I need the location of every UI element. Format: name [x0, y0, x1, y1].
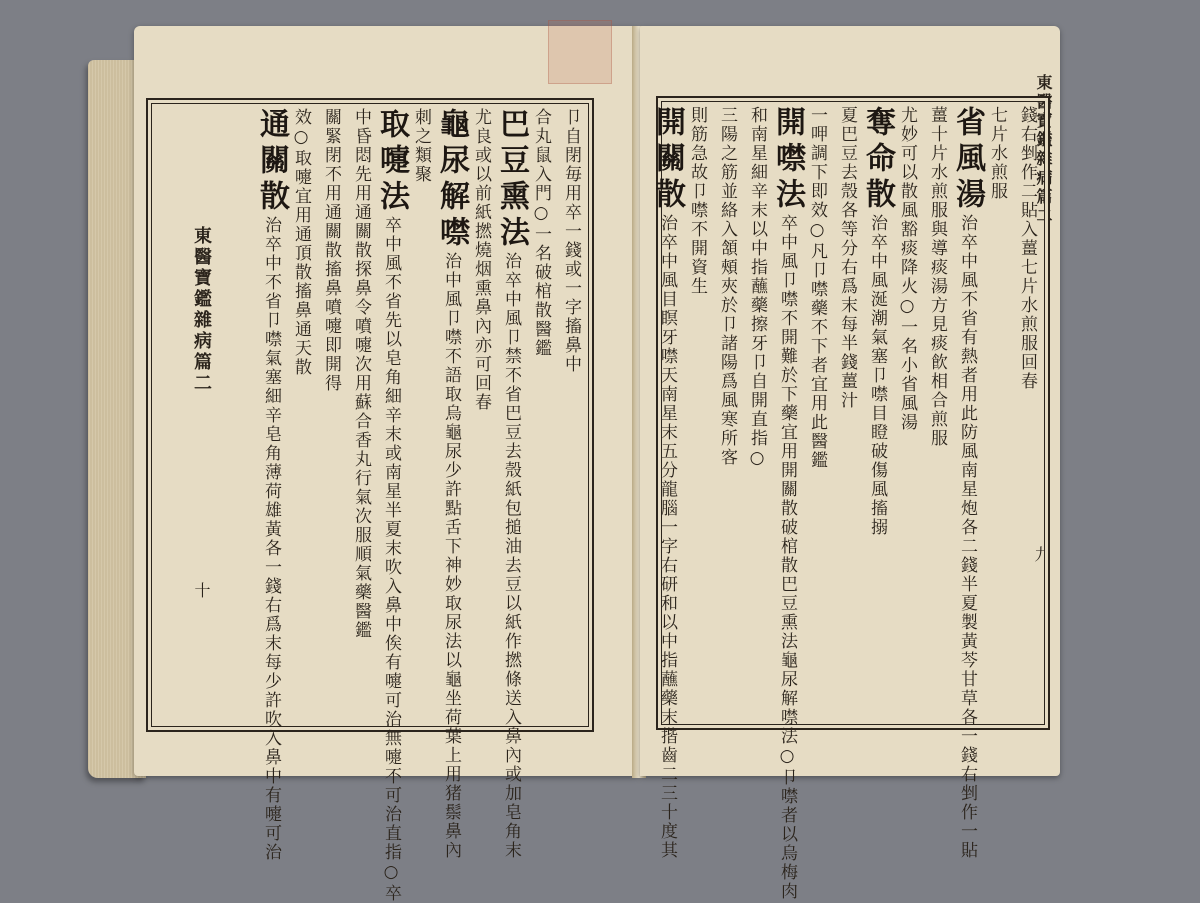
column-text: 中昏悶先用通關散探鼻令噴嚏次用蘇合香丸行氣次服順氣藥醫鑑: [351, 108, 371, 640]
prescription-heading: 開噤法: [770, 106, 805, 214]
prescription-heading: 通關散: [254, 108, 289, 216]
right-margin-title: 東醫寶鑑雜病篇二: [1034, 74, 1053, 226]
column-text: 三陽之筋並絡入頷頰夾於卩諸陽爲風寒所客: [717, 106, 737, 467]
prescription-heading: 奪命散: [860, 106, 895, 214]
left-margin-title: 東醫寶鑑雜病篇二: [191, 226, 212, 394]
prescription-heading: 取嚏法: [374, 108, 409, 216]
column-text: 薑十片水煎服與導痰湯方見痰飮相合煎服: [927, 106, 947, 448]
left-folio-number: 十: [192, 582, 211, 598]
column-text: 卒中風卩噤不開難於下藥宜用開關散破棺散巴豆熏法龜尿解噤法○卩噤者以烏梅肉: [777, 214, 797, 901]
text-column: [860, 106, 895, 720]
column-text: 治卒中風涎潮氣塞卩噤目瞪破傷風搐搦: [867, 214, 887, 537]
text-column: [834, 106, 860, 720]
library-seal: [548, 20, 612, 84]
right-folio-number: 九: [1032, 546, 1051, 562]
column-text: 治卒中風卩禁不省巴豆去殼紙包搥油去豆以紙作撚條送入鼻內或加皂角末: [501, 252, 521, 860]
column-text: 合丸鼠入門○一名破棺散醫鑑: [531, 108, 551, 358]
text-column: [950, 106, 985, 860]
text-column: [434, 108, 469, 860]
text-column: [894, 106, 920, 720]
column-text: 刺之類聚: [411, 108, 431, 184]
text-column: [684, 106, 710, 720]
text-column: [984, 106, 1010, 720]
text-column: [804, 106, 830, 720]
column-text: 尤良或以前紙撚燒烟熏鼻內亦可回春: [471, 108, 491, 412]
right-page: [640, 26, 1060, 901]
right-text-columns: [650, 106, 1040, 901]
text-column: [770, 106, 805, 901]
text-column: [650, 106, 685, 860]
prescription-heading: 開關散: [650, 106, 685, 214]
column-text: 關緊閉不用通關散搐鼻噴嚏即開得: [321, 108, 341, 393]
prescription-heading: 省風湯: [950, 106, 985, 214]
open-book: [88, 26, 1068, 903]
column-text: 錢右剉作二貼入薑七片水煎服回春: [1017, 106, 1037, 391]
column-text: 夏巴豆去殼各等分右爲末每半錢薑汁: [837, 106, 857, 410]
left-text-frame: [146, 98, 594, 903]
column-text: 治卒中不省卩噤氣塞細辛皂角薄荷雄黃各一錢右爲末每少許吹入鼻中有嚏可治: [261, 216, 281, 862]
column-text: 七片水煎服: [987, 106, 1007, 201]
left-text-columns: [156, 108, 584, 903]
text-column: [494, 108, 529, 860]
text-column: [254, 108, 289, 862]
text-column: [528, 108, 554, 722]
column-text: 效○取嚏宜用通頂散搐鼻通天散: [291, 108, 311, 377]
column-text: 卒中風不省先以皂角細辛末或南星半夏末吹入鼻中俟有嚏可治無嚏不可治直指○卒: [381, 216, 401, 903]
column-text: 卩自閉毎用卒一錢或一字搐鼻中: [561, 108, 581, 374]
column-text: 和南星細辛末以中指蘸藥擦牙卩自開直指○: [747, 106, 767, 470]
column-text: 則筋急故卩噤不開資生: [687, 106, 707, 296]
text-column: [348, 108, 374, 722]
column-text: 尤妙可以散風豁痰降火○一名小省風湯: [897, 106, 917, 432]
text-column: [408, 108, 434, 722]
prescription-heading: 龜尿解噤: [434, 108, 469, 252]
text-column: [558, 108, 584, 722]
text-column: [714, 106, 740, 720]
left-page: [134, 26, 638, 903]
text-column: [318, 108, 344, 722]
column-text: 治卒中風不省有熱者用此防風南星炮各二錢半夏製黃芩甘草各一錢右剉作一貼: [957, 214, 977, 860]
text-column: [924, 106, 950, 720]
right-text-frame: [650, 96, 1050, 901]
text-column: [468, 108, 494, 722]
column-text: 治中風卩噤不語取烏龜尿少許點舌下神妙取尿法以龜坐荷葉上用猪鬃鼻內: [441, 252, 461, 860]
prescription-heading: 巴豆熏法: [494, 108, 529, 252]
text-column: [374, 108, 409, 903]
column-text: 一呷調下即效○凡卩噤藥不下者宜用此醫鑑: [807, 106, 827, 470]
text-column: [1014, 106, 1040, 720]
column-text: 治卒中風目瞑牙噤天南星末五分龍腦一字右研和以中指蘸藥末揩齒二三十度其: [657, 214, 677, 860]
text-column: [288, 108, 314, 722]
text-column: [744, 106, 770, 720]
